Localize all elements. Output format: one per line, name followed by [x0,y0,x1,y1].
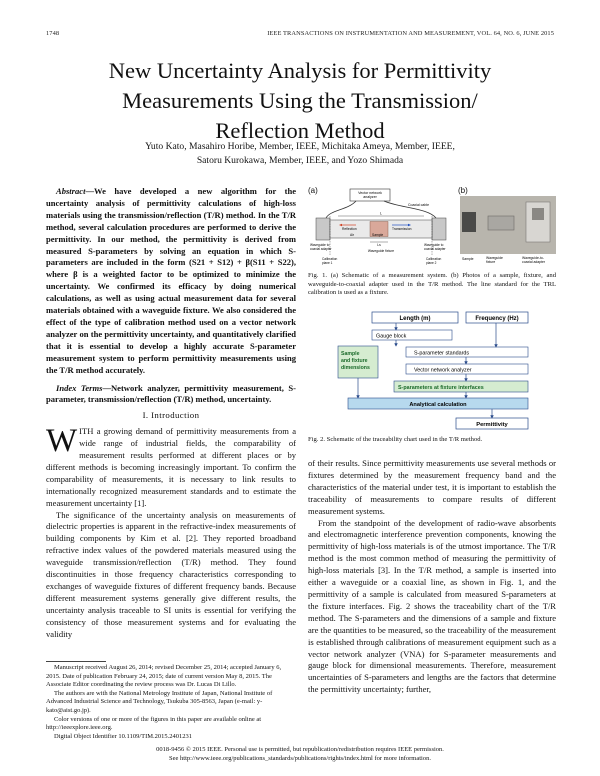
index-terms-text: —Network analyzer, permittivity measurement, S-parameter, transmission/reflection (T/R) method, uncertainty. [46,382,296,405]
adapter-left-line1: Waveguide to [310,243,330,247]
abstract-text: —We have developed a new algorithm for the uncertainty analysis of permittivity calculations of high-loss materials using the transmission/reflection (T/R) method. In the T/R method, several calculation procedures are performed to derive the permittivity. In our method, the permittivity is derived from measured S-parameters by solving an equation in which S-parameters are included in the form (S21 + S12) + β(S11 + S22), where β is a weighted factor to be optimized to minimize the uncertainty. We confirmed its efficacy by doing numerical calculations, as well as using actual measurement data for several materials obtained with a waveguide fixture. We also considered the effect of the type of calibration method used on a vector network analyzer on the permittivity uncertainty, and quantitatively clarified that it is essential to develop a highly accurate S-parameter measurement system to perform permittivity measurements using the T/R method accurately. [46,186,296,375]
dims-line2: and fixture [341,358,368,364]
intro-paragraph-2: The significance of the uncertainty analysis on measurements of dielectric properties is apparent in the refractive-index measurements of building components by Kim et al. [2]. They reported broadband refractive index values of the powdered materials measured using the waveguide transmission/reflection (T/R) method. They found discontinuities in those frequency characteristics corresponding to exchanges of waveguide fixtures of different frequency bands. Because different measurement systems generally give different results, the uncertainty analysis traceable to SI units is essential for verifying the consistency of those measurement systems and for evaluating the validity [46,509,296,639]
analytical-label: Analytical calculation [409,402,467,408]
photo-sample [462,212,476,232]
section-heading: I. Introduction [142,410,200,421]
left-column [46,186,296,641]
fig1-label-b: (b) [458,186,468,195]
drop-cap: W [46,423,78,460]
footnote-affiliation: The authors are with the National Metrology Institute of Japan, National Institute of Advanced Industrial Science and Technology, Tsukuba 305-8563, Japan (e-mail: y-kato@aist.go.jp). [46,689,273,714]
fixture-label: Waveguide fixture [367,249,395,253]
traceability-chart [336,310,532,434]
length-label: Length (m) [399,316,431,322]
abstract-lead: Abstract [56,186,86,196]
footnote-rule [46,661,106,662]
adapter-right-line2: coaxial adapter [424,247,446,251]
vna-label-line2: analyzer [363,195,377,199]
frequency-label: Frequency (Hz) [475,316,519,322]
cal-plane1-line1: Calibration [322,257,338,261]
cal-plane1-line2: plane 1 [322,261,333,265]
cal-plane2-line1: Calibration [426,257,442,261]
vna-label-line1: Vector network [358,190,382,195]
adapter-right [432,218,446,240]
index-terms-lead: Index Terms [56,382,103,393]
reflection-label: Reflection [342,227,357,231]
photo-fixture [488,216,514,230]
footnote-received: Manuscript received August 26, 2014; revised December 25, 2014; accepted January 6, 2015. Date of publication February 24, 2015; date of current version May 8, 2015. The Associate Editor coordinating the review process was Dr. Lucas Di Lillo. [46,664,282,689]
photo-panel [460,196,556,266]
photo-fixture-line2: fixture [486,260,496,264]
footnote-doi: Digital Object Identifier 10.1109/TIM.2015.2401231 [54,732,193,740]
paper-title: New Uncertainty Analysis for Permittivity Measurements Using the Transmission/ Reflection Method [108,58,492,143]
right-paragraph-2: From the standpoint of the development of radio-wave absorbents and electromagnetic interference prevention components, knowing the permittivity of high-loss materials is of the utmost importance. The T/R method is the most common method of measuring the permittivity of high-loss materials [3]. In the T/R method, a sample is inserted into either a waveguide or a coaxial line, as shown in Fig. 1, and the permittivity of a sample is calculated from measured S-parameters at the fixture interfaces. Fig. 2 shows the traceability chart of the T/R method. The S-parameters and the dimensions of a sample and fixture are the quantities to be measured, so the traceability of the measurement is established through calibrations of measurement equipment such as a vector network analyzer (VNA) for S-parameter measurements and gauge block for dimensional measurements. Therefore, measurement uncertainties of S-parameters and lengths are the factors that determine the permittivity uncertainty; further, [308,517,556,695]
s-standards-label: S-parameter standards [414,350,470,357]
footnote [46,664,296,741]
cal-plane2-line2: plane 2 [426,261,437,265]
transmission-label: Transmission [392,227,412,231]
length-ls-label: Ls [377,243,381,247]
page-number: 1748 [46,30,60,37]
length-l-label: L [380,211,382,216]
intro-paragraph-1-text: ITH a growing demand of permittivity measurements from a wide range of industrial fields, the comparability of measurement results performed at different places or by different methods is becoming increasingly important. To confirm the comparability of measurements, it is necessary to link results to internationally recognized measurement standards and to estimate the measurement uncertainty [1]. [46,426,296,508]
copyright-notice: 0018-9456 © 2015 IEEE. Personal use is permitted, but republication/redistribution requires IEEE permission. See http://www.ieee.org/publications_standards/publications/rights/index.html for more information. [156,746,444,762]
dims-line1: Sample [341,351,360,357]
vna-label: Vector network analyzer [414,367,472,374]
permittivity-label: Permittivity [476,422,508,428]
footnote-color: Color versions of one or more of the figures in this paper are available online at http://ieeexplore.ieee.org. [46,715,262,732]
fig1-label-a: (a) [308,186,318,195]
figure-2-caption: Fig. 2. Schematic of the traceability chart used in the T/R method. [308,436,483,443]
index-terms [46,383,296,407]
intro-paragraph-1 [46,423,296,509]
figure-1 [308,186,556,278]
right-column [308,458,556,696]
photo-adapter-flange [532,208,544,220]
photo-adapter-line1: Waveguide-to- [522,256,544,260]
photo-adapter-line2: coaxial adapter [522,260,545,264]
running-header: IEEE TRANSACTIONS ON INSTRUMENTATION AND MEASUREMENT, VOL. 64, NO. 6, JUNE 2015 [267,30,554,37]
author-list: Yuto Kato, Masahiro Horibe, Member, IEEE, Michitaka Ameya, Member, IEEE, Satoru Kurokawa, Member, IEEE, and Yozo Shimada [145,141,455,166]
photo-fixture-line1: Waveguide [486,256,503,260]
s-interfaces-label: S-parameters at fixture interfaces [398,385,484,391]
abstract [46,186,296,377]
adapter-left [316,218,330,240]
gauge-block-label: Gauge block [376,333,407,340]
figure-1-caption: Fig. 1. (a) Schematic of a measurement system. (b) Photos of a sample, fixture, and waveguide-to-coaxial adapter used in the T/R method. The line standard for the TRL calibration is used as a fixture. [308,272,556,297]
air-label: Air [350,233,355,237]
dims-line3: dimensions [341,365,370,371]
right-paragraph-1: of their results. Since permittivity measurements use several methods or fixtures determined by the measurement frequency band and the characteristics of the material under test, it is important to establish the traceability of measurements to compare results of different measurement systems. [308,458,556,516]
sample-label: Sample [372,233,384,237]
adapter-left-line2: coaxial adapter [310,247,332,251]
photo-sample-label: Sample [462,257,474,261]
coaxial-cable-label: Coaxial cable [408,203,430,207]
measurement-schematic [308,186,458,278]
adapter-right-line1: Waveguide to [424,243,444,247]
coax-cable-left [326,201,356,218]
